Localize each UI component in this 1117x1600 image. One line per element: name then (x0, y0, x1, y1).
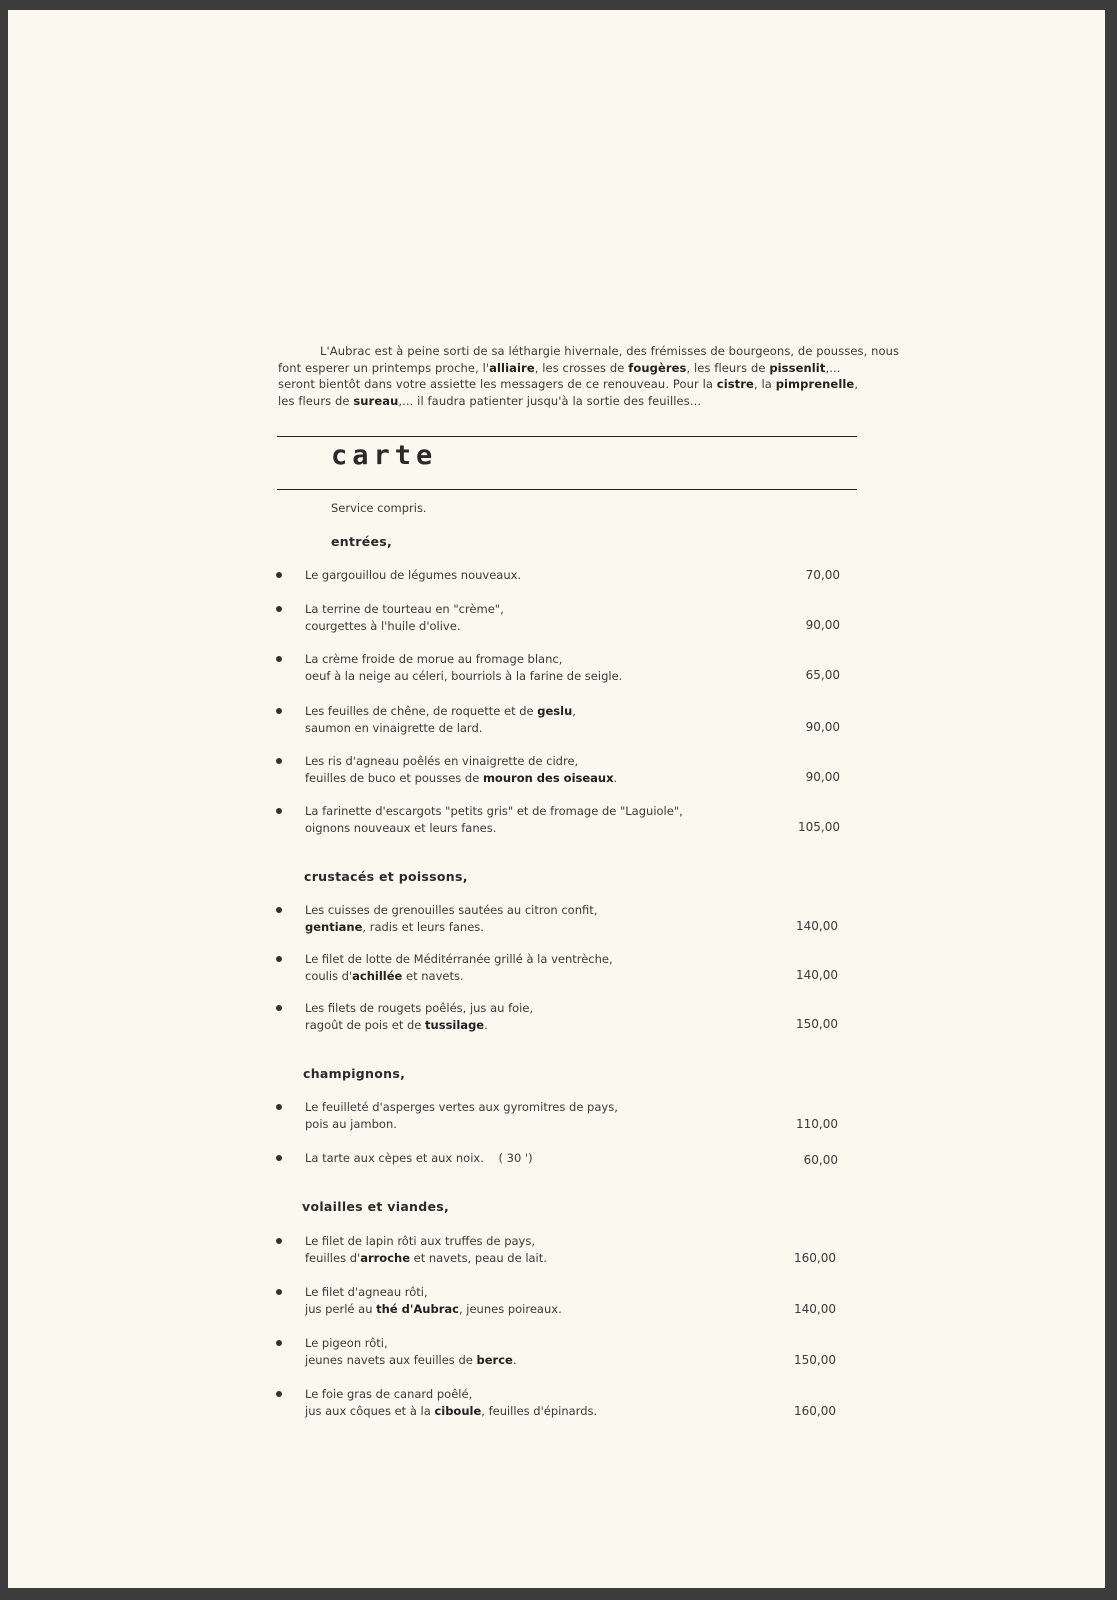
bullet-icon (276, 708, 282, 714)
section-title-entrees: entrées, (331, 534, 393, 549)
herb-name: gentiane (305, 919, 363, 934)
menu-item (270, 601, 850, 635)
item-price: 110,00 (796, 1117, 838, 1131)
bullet-icon (276, 1155, 282, 1161)
item-description: pois au jambon. (305, 1116, 397, 1131)
item-price: 140,00 (794, 1302, 836, 1316)
intro-text: les fleurs de (278, 393, 354, 408)
intro-text: font esperer un printemps proche, l' (278, 360, 490, 375)
page-title: carte (331, 440, 438, 471)
item-description: ragoût de pois et de (305, 1017, 426, 1032)
item-description: coulis d' (305, 968, 353, 983)
item-price: 105,00 (798, 820, 840, 834)
item-description: Les filets de rougets poêlés, jus au foie, (305, 1001, 534, 1015)
bullet-icon (276, 758, 282, 764)
menu-item (270, 1233, 850, 1267)
bullet-icon (276, 956, 282, 962)
menu-item (270, 753, 850, 787)
menu-item (270, 951, 850, 985)
item-description: Le pigeon rôti, (305, 1336, 388, 1350)
item-description: , feuilles d'épinards. (481, 1403, 598, 1418)
herb-name: pissenlit (769, 360, 826, 375)
item-description: , jeunes poireaux. (458, 1301, 562, 1316)
item-description: Le feuilleté d'asperges vertes aux gyromitres de pays, (305, 1100, 618, 1114)
item-price: 150,00 (796, 1017, 838, 1031)
herb-name: fougères (628, 360, 687, 375)
section-title-crustaces: crustacés et poissons, (304, 869, 468, 884)
herb-name: berce (476, 1352, 513, 1367)
item-price: 140,00 (796, 968, 838, 982)
service-note: Service compris. (331, 501, 427, 515)
bullet-icon (276, 1104, 282, 1110)
menu-item (270, 1335, 850, 1369)
item-description: , (572, 704, 576, 718)
intro-line (278, 343, 900, 360)
item-price: 90,00 (805, 618, 840, 632)
item-price: 150,00 (794, 1353, 836, 1367)
menu-item (270, 703, 850, 737)
item-description: . (484, 1017, 488, 1032)
bullet-icon (276, 656, 282, 662)
bullet-icon (276, 907, 282, 913)
menu-item (270, 1284, 850, 1318)
item-description: feuilles d' (305, 1250, 361, 1265)
item-description: La tarte aux cèpes et aux noix. ( 30 ') (305, 1151, 533, 1165)
item-price: 70,00 (805, 568, 840, 582)
intro-text: ,... il faudra patienter jusqu'à la sortie des feuilles... (398, 393, 702, 408)
item-description: . (613, 770, 618, 785)
item-price: 160,00 (794, 1404, 836, 1418)
item-description: Les cuisses de grenouilles sautées au citron confit, (305, 903, 598, 917)
herb-name: mouron des oiseaux (482, 770, 614, 785)
item-price: 65,00 (805, 668, 840, 682)
herb-name: cistre (716, 377, 754, 391)
bottom-rule (277, 489, 857, 490)
intro-text: , (854, 377, 859, 391)
menu-item (270, 567, 850, 587)
item-description: . (512, 1352, 517, 1367)
item-description: Le gargouillou de légumes nouveaux. (305, 568, 522, 582)
intro-line (278, 393, 878, 410)
menu-item (270, 902, 850, 936)
herb-name: tussilage (425, 1017, 485, 1032)
item-price: 160,00 (794, 1251, 836, 1265)
item-description: et navets. (402, 968, 464, 983)
herb-name: alliaire (489, 360, 535, 375)
intro-text: L'Aubrac est à peine sorti de sa léthargie hivernale, des frémisses de bourgeons, de pousses, nous (320, 344, 900, 358)
item-description: , radis et leurs fanes. (362, 919, 484, 934)
bullet-icon (276, 808, 282, 814)
intro-text: seront bientôt dans votre assiette les messagers de ce renouveau. Pour la (278, 377, 717, 391)
bullet-icon (276, 1340, 282, 1346)
herb-name: arroche (360, 1250, 410, 1265)
bullet-icon (276, 572, 282, 578)
item-description: jeunes navets aux feuilles de (305, 1352, 477, 1367)
item-price: 90,00 (805, 770, 840, 784)
herb-name: ciboule (434, 1403, 482, 1418)
item-description: saumon en vinaigrette de lard. (305, 720, 483, 735)
bullet-icon (276, 1238, 282, 1244)
bullet-icon (276, 1005, 282, 1011)
item-description: La terrine de tourteau en "crème", (305, 602, 504, 616)
item-description: Le filet de lotte de Méditérranée grillé à la ventrèche, (305, 952, 613, 966)
item-description: Le filet d'agneau rôti, (305, 1285, 428, 1299)
menu-item (270, 1099, 850, 1133)
item-description: Les ris d'agneau poêlés en vinaigrette de cidre, (305, 754, 579, 768)
intro-text: , les crosses de (534, 360, 629, 375)
section-title-champignons: champignons, (303, 1066, 406, 1081)
item-description: jus perlé au (305, 1301, 377, 1316)
menu-item (270, 651, 850, 685)
item-price: 140,00 (796, 919, 838, 933)
intro-text: , la (753, 377, 776, 391)
item-description: oignons nouveaux et leurs fanes. (305, 820, 497, 835)
item-price: 90,00 (805, 720, 840, 734)
item-description: courgettes à l'huile d'olive. (305, 618, 461, 633)
herb-name: geslu (537, 704, 573, 718)
menu-item (270, 1386, 850, 1420)
item-description: Le filet de lapin rôti aux truffes de pays, (305, 1234, 535, 1248)
intro-line (278, 376, 878, 393)
herb-name: achillée (352, 968, 403, 983)
bullet-icon (276, 1289, 282, 1295)
bullet-icon (276, 606, 282, 612)
item-price: 60,00 (803, 1153, 838, 1167)
item-description: jus aux côques et à la (305, 1403, 435, 1418)
intro-text: ,... (825, 360, 841, 375)
top-rule (277, 436, 857, 437)
item-description: Les feuilles de chêne, de roquette et de (305, 704, 538, 718)
menu-item (270, 1150, 850, 1170)
intro-paragraph (278, 343, 900, 409)
item-description: oeuf à la neige au céleri, bourriols à la farine de seigle. (305, 668, 623, 683)
herb-name: sureau (353, 393, 399, 408)
section-title-volailles: volailles et viandes, (302, 1199, 450, 1214)
item-description: feuilles de buco et pousses de (305, 770, 483, 785)
item-description: La farinette d'escargots "petits gris" et de fromage de "Laguiole", (305, 804, 683, 818)
intro-text: , les fleurs de (686, 360, 770, 375)
intro-line (278, 360, 878, 377)
herb-name: thé d'Aubrac (376, 1301, 459, 1316)
item-description: La crème froide de morue au fromage blanc, (305, 652, 563, 666)
item-description: et navets, peau de lait. (410, 1250, 547, 1265)
bullet-icon (276, 1391, 282, 1397)
herb-name: pimprenelle (775, 377, 855, 391)
item-description: Le foie gras de canard poêlé, (305, 1387, 473, 1401)
menu-item (270, 803, 850, 837)
menu-item (270, 1000, 850, 1034)
